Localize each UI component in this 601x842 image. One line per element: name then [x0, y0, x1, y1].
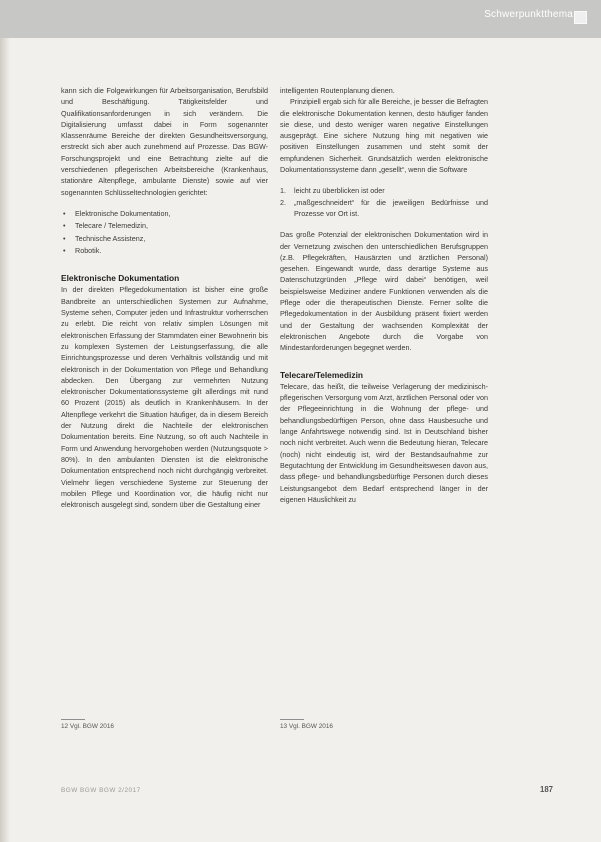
footnote-divider: [61, 719, 85, 720]
left-column: [61, 85, 268, 510]
page-edge-shadow: [0, 0, 10, 842]
technology-list: [61, 208, 268, 256]
right-paragraph-1: Prinzipiell ergab sich für alle Bereiche, je besser die Befragten die elektronische Dokumentation kennen, desto häufiger fanden sie diese, und desto weniger waren negative Einstellungen ausgeprägt. Eine sichere Nutzung hing mit negativen wie positiven Einstellungen zusammen und steht somit der empfundenen Sicherheit. Grundsätzlich werden elektronische Dokumentationssysteme dann „gesellt“, wenn die Software: [280, 97, 488, 175]
section-label: Schwerpunktthema: [484, 9, 573, 20]
section-heading: Elektronische Dokumentation: [61, 273, 180, 284]
section-marker-icon: [574, 11, 587, 24]
right-intro-line: intelligenten Routenplanung dienen.: [280, 86, 395, 95]
list-item: [280, 185, 488, 196]
footnote-right: 13 Vgl. BGW 2016: [280, 723, 333, 730]
section-heading: Telecare/Telemedizin: [280, 369, 364, 380]
list-item: • Telecare / Telemedizin,: [61, 220, 268, 231]
journal-footer: BGW BGW BGW 2/2017: [61, 787, 141, 794]
footnote-divider: [280, 719, 304, 720]
right-column: [280, 85, 488, 505]
list-number: 2.: [280, 197, 286, 207]
footnote-left: 12 Vgl. BGW 2016: [61, 723, 114, 730]
list-number: 1.: [280, 186, 286, 196]
list-item: • Robotik.: [61, 245, 268, 256]
right-paragraph-2: Das große Potenzial der elektronischen Dokumentation wird in der Vernetzung zwischen den unterschiedlichen Berufsgruppen (z.B. Pflegekräften, Hausärzten und ärztlichen Personal) gesehen. Eingewandt wurde, dass derartige Systeme aus Datenschutzgründen „Pflege wird dabei“ benötigen, weil beispielsweise Mediziner andere Funktionen verwenden als die Pflege oder die therapeutischen Dienste. Ferner sollte die Pflegedokumentation in der Ausbildung präsent fixiert werden und der Gestaltung der wachsenden Komplexität der elektronischen Angebote durch die Vorgabe von Mindestanforderungen begegnet werden.: [280, 230, 488, 353]
list-text: „maßgeschneidert“ für die jeweiligen Bedürfnisse und Prozesse vor Ort ist.: [294, 197, 488, 218]
header-bar: [0, 0, 601, 38]
list-text: leicht zu überblicken ist oder: [294, 186, 385, 196]
list-item: • Technische Assistenz,: [61, 233, 268, 244]
list-item: [280, 197, 488, 220]
page-number: 187: [539, 785, 553, 794]
numbered-list: [280, 185, 488, 219]
list-item: • Elektronische Dokumentation,: [61, 208, 268, 219]
left-intro-paragraph: kann sich die Folgewirkungen für Arbeitsorganisation, Berufsbild und Beschäftigung. Tätigkeitsfelder und Qualifikationsanforderungen in sich verändern. Die Digitalisierung umfasst dabei in Form sogenannter Klassenräume Bereiche der direkten Gesundheitsversorgung, erstreckt sich aber auch zunehmend auf Prozesse. Das BGW-Forschungsprojekt und eine Betrachtung zielte auf die verschiedenen pflegerischen Arbeitsbereiche (Krankenhaus, stationäre Altenpflege, ambulante Dienste) sowie auf vier sogenannten Schlüsseltechnologien gerichtet:: [61, 86, 268, 197]
left-body-paragraph: In der direkten Pflegedokumentation ist bisher eine große Bandbreite an unterschiedlichen Systemen zur Aufnahme, Systeme sehen, Computer jeden und Infrastruktur vorherrschen zu erlebt. Die reicht von relativ simplen Lösungen mit elektronischen Erfassung der Stammdaten einer Bewohnerin bis zu komplexen Systemen der Leistungserfassung, die alle Einrichtungsprozesse und deren Verhältnis vollständig und mit elektronisch in der Dokumentation von Pflege und Behandlung abdecken. Den Übergang zur vermehrten Nutzung elektronischer Dokumentationssysteme gilt allerdings mit rund 60 Prozent (2015) als deutlich in Krankenhäusern. In der Altenpflege verkehrt die Situation häufiger, da in diesem Bereich der Nutzung direkt die Nachteile der elektronischen Dokumentation bereits. Eine Nutzung, so oft auch Nachteile in Form und Anwendung hervorgehoben werden (Nutzungsquote > 80%). In den ambulanten Diensten ist die elektronische Dokumentation entsprechend noch nicht durchgängig verbreitet. Vielmehr liegen verschiedene Systeme zur Steuerung der mobilen Pflege und Koordination vor, die häufig nicht nur elektronisch ausgelegt sind, sondern über die Gestaltung einer: [61, 285, 268, 510]
right-body-paragraph: Telecare, das heißt, die teilweise Verlagerung der medizinisch-pflegerischen Versorgung vom Arzt, ärztlichen Personal oder von der Pflegeeinrichtung in die Wohnung der pflege- und behandlungsbedürftigen Person, ohne dass Hausbesuche und lange Anfahrtswege notwendig sind. Ist in Deutschland bisher noch nicht verbreitet. Auch wenn die Bedeutung hieran, Telecare (noch) nicht eindeutig ist, wird der Bestandsaufnahme zur Begutachtung der Entwicklung im Gesundheitswesen davon aus, dass pflege- und behandlungsbedürftige Personen durch dieses Leistungsangebot dem Bedarf entsprechend länger in der eigenen Häuslichkeit zu: [280, 381, 488, 504]
